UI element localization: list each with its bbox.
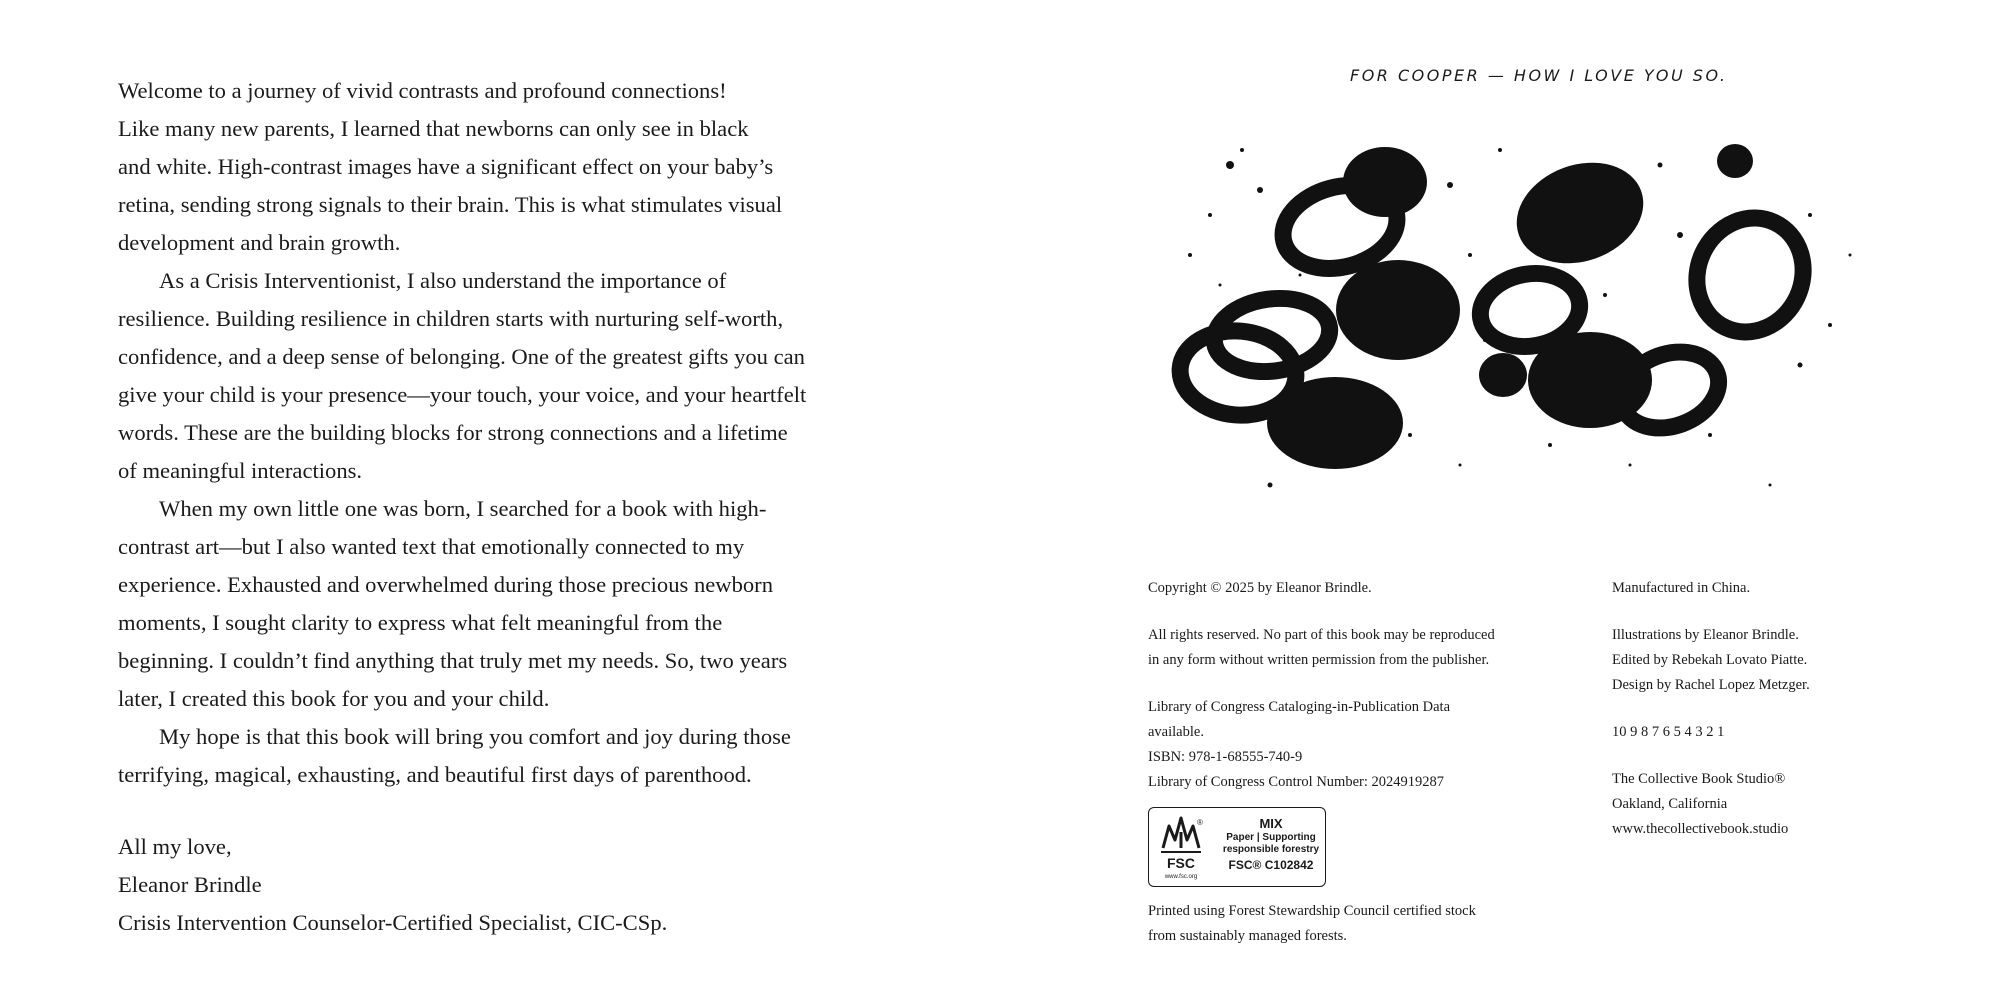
publisher-name: The Collective Book Studio® bbox=[1612, 771, 1786, 787]
signoff-title: Crisis Intervention Counselor-Certified Specialist, CIC-CSp. bbox=[118, 910, 668, 935]
text-line: available. bbox=[1148, 724, 1204, 740]
text-line: All rights reserved. No part of this book may be reproduced bbox=[1148, 627, 1495, 643]
dedication: FOR COOPER — HOW I LOVE YOU SO. bbox=[1350, 66, 1728, 85]
design-credit: Design by Rachel Lopez Metzger. bbox=[1612, 677, 1810, 693]
text-line: confidence, and a deep sense of belonging. One of the greatest gifts you can bbox=[118, 344, 805, 369]
paragraph-2 bbox=[118, 262, 878, 490]
text-line: resilience. Building resilience in children starts with nurturing self-worth, bbox=[118, 306, 784, 331]
text-line: Like many new parents, I learned that newborns can only see in black bbox=[118, 116, 749, 141]
text-line: words. These are the building blocks for strong connections and a lifetime bbox=[118, 420, 788, 445]
text-line: give your child is your presence—your touch, your voice, and your heartfelt bbox=[118, 382, 807, 407]
credits-column bbox=[1612, 576, 1942, 864]
fsc-desc-2: responsible forestry bbox=[1222, 844, 1320, 855]
fsc-certification-badge bbox=[1148, 807, 1326, 887]
text-line: Welcome to a journey of vivid contrasts and profound connections! bbox=[118, 78, 727, 103]
signoff-author: Eleanor Brindle bbox=[118, 872, 262, 897]
signoff bbox=[118, 828, 667, 942]
fsc-desc-1: Paper | Supporting bbox=[1226, 832, 1316, 843]
registered-mark: ® bbox=[1197, 818, 1203, 827]
print-line: 10 9 8 7 6 5 4 3 2 1 bbox=[1612, 724, 1725, 740]
paragraph-4 bbox=[118, 718, 878, 794]
text-line: and white. High-contrast images have a significant effect on your baby’s bbox=[118, 154, 774, 179]
publisher-info bbox=[1612, 767, 1942, 842]
illustrations-credit: Illustrations by Eleanor Brindle. bbox=[1612, 627, 1799, 643]
publisher-website: www.thecollectivebook.studio bbox=[1612, 821, 1789, 837]
fsc-text bbox=[1219, 816, 1323, 874]
text-line: beginning. I couldn’t find anything that truly met my needs. So, two years bbox=[118, 648, 788, 673]
cataloging-info bbox=[1148, 695, 1598, 795]
text-line: in any form without written permission from the publisher. bbox=[1148, 652, 1490, 668]
text-line: My hope is that this book will bring you comfort and joy during those bbox=[159, 724, 791, 749]
text-line: When my own little one was born, I searched for a book with high- bbox=[159, 496, 767, 521]
text-line: from sustainably managed forests. bbox=[1148, 928, 1347, 944]
copyright-line: Copyright © 2025 by Eleanor Brindle. bbox=[1148, 580, 1372, 596]
publisher-city: Oakland, California bbox=[1612, 796, 1728, 812]
copyright-column bbox=[1148, 576, 1598, 971]
text-line: development and brain growth. bbox=[118, 230, 401, 255]
fsc-brand: FSC bbox=[1167, 855, 1195, 871]
text-line: contrast art—but I also wanted text that emotionally connected to my bbox=[118, 534, 745, 559]
text-line: Library of Congress Cataloging-in-Publication Data bbox=[1148, 699, 1451, 715]
text-line: retina, sending strong signals to their brain. This is what stimulates visual bbox=[118, 192, 783, 217]
intro-letter bbox=[118, 72, 878, 794]
text-line: later, I created this book for you and your child. bbox=[118, 686, 550, 711]
paragraph-1 bbox=[118, 72, 878, 262]
fsc-mix: MIX bbox=[1259, 816, 1283, 831]
right-page bbox=[1000, 0, 2000, 999]
loc-control-number: Library of Congress Control Number: 2024919287 bbox=[1148, 774, 1445, 790]
fsc-url: www.fsc.org bbox=[1164, 874, 1198, 880]
paragraph-3 bbox=[118, 490, 878, 718]
manufactured-line: Manufactured in China. bbox=[1612, 580, 1751, 596]
text-line: moments, I sought clarity to express what felt meaningful from the bbox=[118, 610, 723, 635]
text-line: Printed using Forest Stewardship Council certified stock bbox=[1148, 903, 1476, 919]
text-line: experience. Exhausted and overwhelmed during those precious newborn bbox=[118, 572, 773, 597]
ink-blot-illustration bbox=[1150, 105, 1860, 505]
signoff-greeting: All my love, bbox=[118, 834, 232, 859]
printed-notice bbox=[1148, 899, 1598, 949]
credits bbox=[1612, 623, 1942, 698]
text-line: As a Crisis Interventionist, I also understand the importance of bbox=[159, 268, 727, 293]
rights-notice bbox=[1148, 623, 1598, 673]
text-line: of meaningful interactions. bbox=[118, 458, 363, 483]
editor-credit: Edited by Rebekah Lovato Piatte. bbox=[1612, 652, 1808, 668]
text-line: terrifying, magical, exhausting, and beautiful first days of parenthood. bbox=[118, 762, 752, 787]
isbn: ISBN: 978-1-68555-740-9 bbox=[1148, 749, 1303, 765]
fsc-code: FSC® C102842 bbox=[1228, 858, 1314, 872]
